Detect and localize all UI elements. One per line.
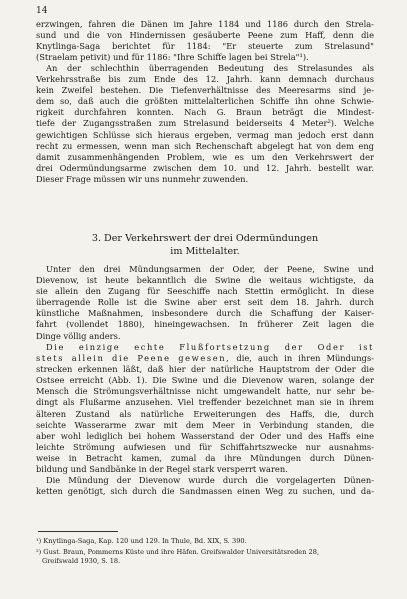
page-number: 14 xyxy=(36,6,48,16)
text-line: Dieser Frage müssen wir uns nunmehr zuwenden. xyxy=(36,173,249,184)
text-line: Verkehrsstraße bis zum Ende des 12. Jahrh. kann demnach durchaus xyxy=(36,74,374,85)
text-line: überragende Rolle ist die Swine aber erst seit dem 18. Jahrh. durch xyxy=(36,297,374,308)
text-line: recht zu ermessen, wenn man sich Rechenschaft abgelegt hat von dem eng xyxy=(36,140,374,151)
text-line: leichte Strömung aufwiesen und für Schiffahrtszwecke nur ausnahms- xyxy=(36,441,374,452)
text-line: Die Mündung der Dievenow wurde durch die vorgelagerten Dünen- xyxy=(46,475,374,486)
footnote-2-text-a: ²) Gust. Braun, Pommerns Küste und ihre Häfen. Greifswalder Universitätsreden 28, xyxy=(36,548,320,556)
text-line: Knytlinga-Saga berichtet für 1184: "Er steuerte zum Strelasund" xyxy=(36,41,374,52)
text-line: rigkeit durchfahren konnten. Nach G. Braun beträgt die Mindest- xyxy=(36,107,374,118)
text-line: Unter den drei Mündungsarmen der Oder, der Peene, Swine und xyxy=(46,264,374,274)
spaced-line-1: Die einzige echte Flußfortsetzung der Oder ist xyxy=(46,342,374,352)
text-line: Ostsee erreicht (Abb. 1). Die Swine und die Dievenow waren, solange der xyxy=(36,375,374,386)
text-line: erzwingen, fahren die Dänen im Jahre 1184 und 1186 durch den Strela- xyxy=(36,19,374,29)
paragraph-strelasund-importance xyxy=(36,63,374,185)
text-line: dingt als Flußarme anzusehen. Viel treffender bezeichnet man sie in ihrem xyxy=(36,397,374,408)
heading-line-2: im Mittelalter. xyxy=(170,246,240,257)
line-2-rest: die, auch in ihren Mündungs- xyxy=(230,353,374,364)
heading-line-1: 3. Der Verkehrswert der drei Odermündungen xyxy=(91,233,319,244)
text-line: künstliche Maßnahmen, insbesondere durch die Schaffung der Kaiser- xyxy=(36,308,374,319)
spaced-emphasis: stets allein die Peene gewesen, xyxy=(36,353,231,364)
footnote-2 xyxy=(36,548,374,566)
text-line: weise in Betracht kamen, zumal da ihre Mündungen durch Dünen- xyxy=(36,452,374,463)
footnote-1-text: ¹) Knytlinga-Saga, Kap. 120 und 129. In Thule, Bd. XIX, S. 390. xyxy=(36,537,247,545)
paragraph-strelasund-campaigns xyxy=(36,19,374,63)
text-line: bildung und Sandbänke in der Regel stark versperrt waren. xyxy=(36,464,288,475)
text-line: fahrt (vollendet 1880), hineingewachsen. In früherer Zeit lagen die xyxy=(36,319,374,330)
text-line: Dievenow, ist heute bekanntlich die Swine die weitaus wichtigste, da xyxy=(36,275,374,286)
text-line: An der schlechthin überragenden Bedeutung des Strelasundes als xyxy=(46,63,374,73)
text-line: drei Odermündungsarme zwischen dem 10. und 12. Jahrh. bestellt war. xyxy=(36,162,374,173)
text-line: seichte Wasserarme zwar mit dem Meer in Verbindung standen, die xyxy=(36,419,374,430)
text-line: (Straelam petivit) und für 1186: "Ihre Schiffe lagen bei Strela"¹). xyxy=(36,52,309,63)
paragraph-oder-mouths xyxy=(36,264,374,342)
line-2 xyxy=(36,353,374,364)
footnote-rule xyxy=(38,531,118,532)
text-line: sie allein den Zugang für Seeschiffe nach Stettin ermöglicht. In diese xyxy=(36,286,374,297)
text-line: dem so, daß auch die größten mittelalterlichen Schiffe ihn ohne Schwie- xyxy=(36,96,374,107)
footnote-2-text-b: Greifswald 1930, S. 18. xyxy=(42,557,121,565)
paragraph-peene-rest xyxy=(36,364,374,497)
text-line: kein Zweifel bestehen. Die Tiefenverhältnisse des Meeresarms sind je- xyxy=(36,85,374,96)
text-line: strecken erkennen läßt, daß hier der natürliche Hauptstrom der Oder die xyxy=(36,364,374,375)
section-heading xyxy=(36,232,374,258)
paragraph-peene-continuation xyxy=(36,342,374,497)
text-line: Mensch die Strömungsverhältnisse nicht umgewandelt hatte, nur sehr be- xyxy=(36,386,374,397)
text-line: sund und die von Hindernissen gesäuberte Peene zum Haff, denn die xyxy=(36,30,374,41)
text-line: tiefe der Zugangsstraßen zum Strelasund beiderseits 4 Meter²). Welche xyxy=(36,118,374,129)
text-line: damit zusammenhängenden Problem, wie es um den Verkehrswert der xyxy=(36,151,374,162)
text-line: Dinge völlig anders. xyxy=(36,330,121,341)
text-line: älteren Zustand als natürliche Erweiterungen des Haffs, die, durch xyxy=(36,408,374,419)
text-line: ketten genötigt, sich durch die Sandmassen einen Weg zu suchen, und da- xyxy=(36,486,374,497)
footnote-1 xyxy=(36,537,374,546)
text-line: aber wohl lediglich bei hohem Wasserstand der Oder und des Haffs eine xyxy=(36,430,374,441)
text-line: gewichtigen Schlüsse sich hieraus ergeben, vermag man jedoch erst dann xyxy=(36,129,374,140)
